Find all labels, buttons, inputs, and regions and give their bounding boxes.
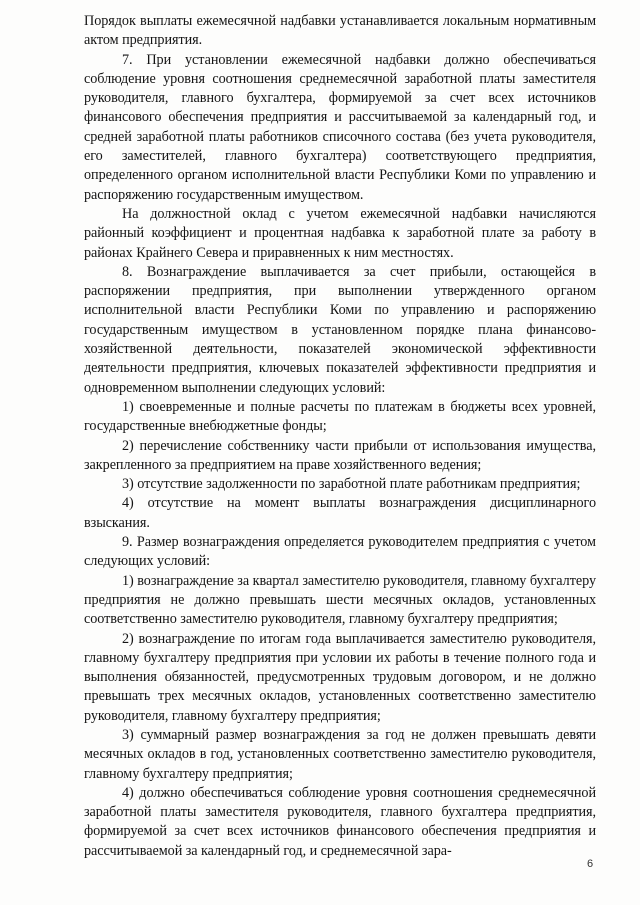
paragraph-7: 3) отсутствие задолженности по заработной плате работникам предприятия;	[122, 476, 581, 493]
paragraph-12: 3) суммарный размер вознаграждения за год не должен превышать девяти месячных окладов в год, установленных соответственно заместителю руководителя, главному бухгалтеру предприятия;	[84, 726, 596, 782]
paragraph-8: 4) отсутствие на момент выплаты вознаграждения дисциплинарного взыскания.	[84, 495, 596, 531]
paragraph-9: 9. Размер вознаграждения определяется руководителем предприятия с учетом следующих условий:	[84, 534, 596, 570]
paragraph-4: 8. Вознаграждение выплачивается за счет прибыли, остающейся в распоряжении предприятия, при выполнении утвержденного органом исполнительной власти Республики Коми по управлению и распоряжению государственным имуществом в установленном порядке плана финансово-хозяйственной деятельности, показателей экономической эффективности деятельности предприятия, ключевых показателей эффективности предприятия и одновременном выполнении следующих условий:	[84, 263, 596, 396]
paragraph-1: Порядок выплаты ежемесячной надбавки устанавливается локальным нормативным актом предприятия.	[84, 13, 596, 49]
paragraph-6: 2) перечисление собственнику части прибыли от использования имущества, закрепленного за предприятием на праве хозяйственного ведения;	[84, 437, 596, 473]
paragraph-13: 4) должно обеспечиваться соблюдение уровня соотношения среднемесячной заработной платы заместителя руководителя, главного бухгалтера предприятия, формируемой за счет всех источников финансового обеспечения предприятия и рассчитываемой за календарный год, и среднемесячной зара-	[84, 784, 596, 859]
page-number: 6	[587, 858, 594, 870]
paragraph-2: 7. При установлении ежемесячной надбавки должно обеспечиваться соблюдение уровня соотношения среднемесячной заработной платы заместителя руководителя, главного бухгалтера, формируемой за счет всех источников финансового обеспечения предприятия и рассчитываемой за календарный год, и средней заработной платы работников списочного состава (без учета руководителя, его заместителей, главного бухгалтера) соответствующего предприятия, определенного органом исполнительной власти Республики Коми по управлению и распоряжению государственным имуществом.	[84, 51, 596, 203]
paragraph-5: 1) своевременные и полные расчеты по платежам в бюджеты всех уровней, государственные внебюджетные фонды;	[84, 398, 596, 435]
paragraph-3: На должностной оклад с учетом ежемесячной надбавки начисляются районный коэффициент и процентная надбавка к заработной плате за работу в районах Крайнего Севера и приравненных к ним местностях.	[84, 205, 596, 261]
paragraph-11: 2) вознаграждение по итогам года выплачивается заместителю руководителя, главному бухгалтеру предприятия при условии их работы в течение полного года и выполнения обязанностей, предусмотренных трудовым договором, и не должно превышать трех месячных окладов, установленных соответственно заместителю руководителя, главному бухгалтеру предприятия;	[84, 630, 596, 724]
document-body	[84, 12, 596, 861]
paragraph-10: 1) вознаграждение за квартал заместителю руководителя, главному бухгалтеру предприятия не должно превышать шести месячных окладов, установленных соответственно заместителю руководителя, главному бухгалтеру предприятия;	[84, 572, 596, 628]
